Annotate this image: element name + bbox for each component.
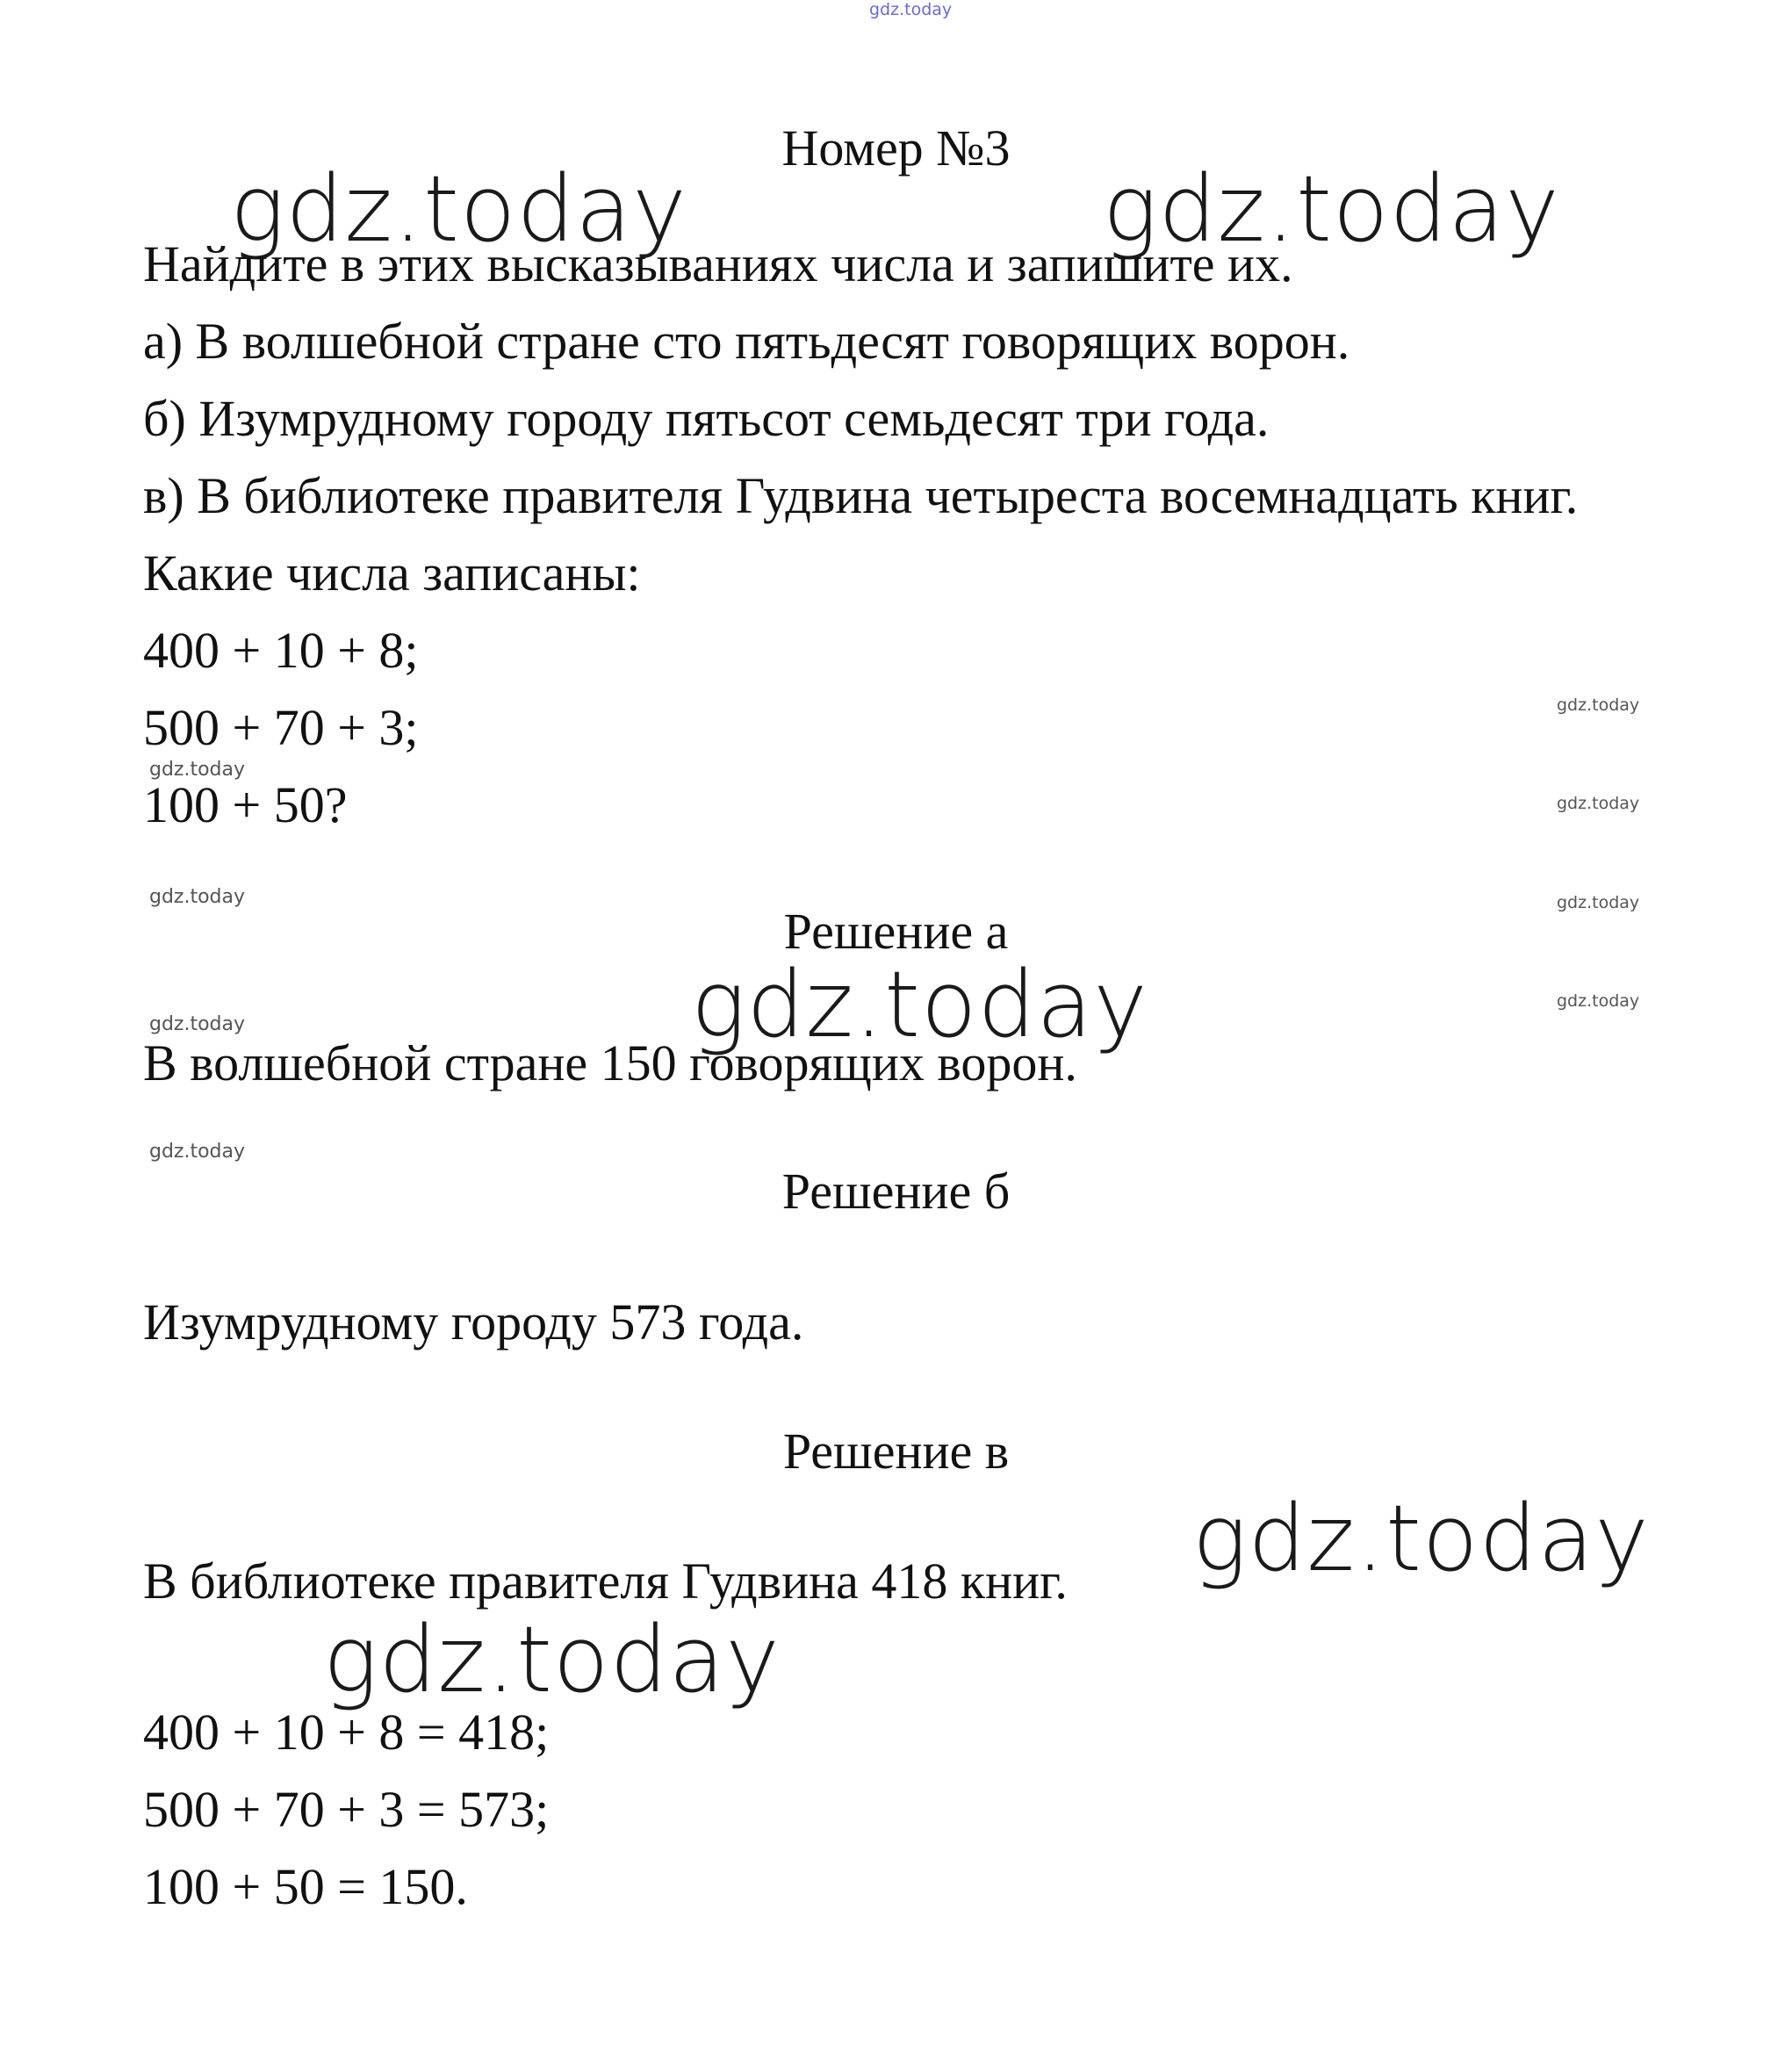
watermark-small: gdz.today	[1557, 695, 1640, 715]
watermark-small: gdz.today	[1557, 794, 1640, 813]
expression-1: 400 + 10 + 8;	[143, 622, 419, 679]
watermark-small: gdz.today	[1557, 893, 1640, 912]
watermark-large: gdz.today	[230, 155, 687, 263]
expression-2: 500 + 70 + 3;	[143, 699, 419, 756]
statement-a: а) В волшебной стране сто пятьдесят говорящих ворон.	[143, 313, 1350, 370]
watermark-small: gdz.today	[149, 886, 246, 908]
question-text: Какие числа записаны:	[143, 544, 641, 601]
answer-1: 400 + 10 + 8 = 418;	[143, 1704, 550, 1761]
solution-c-text: В библиотеке правителя Гудвина 418 книг.	[143, 1552, 1068, 1610]
watermark-large: gdz.today	[1192, 1485, 1650, 1592]
problem-title: Номер №3	[781, 119, 1011, 176]
expression-3: 100 + 50?	[143, 776, 348, 833]
solution-a-heading: Решение а	[783, 903, 1009, 960]
watermark-top: gdz.today	[869, 0, 953, 19]
answer-3: 100 + 50 = 150.	[143, 1858, 468, 1915]
solution-c-heading: Решение в	[782, 1423, 1010, 1480]
watermark-large: gdz.today	[323, 1606, 781, 1713]
answer-2: 500 + 70 + 3 = 573;	[143, 1781, 550, 1838]
solution-b-heading: Решение б	[781, 1163, 1011, 1220]
task-text: Найдите в этих высказываниях числа и запишите их.	[143, 235, 1293, 292]
statement-b: б) Изумрудному городу пятьсот семьдесят три года.	[143, 390, 1270, 447]
watermark-small: gdz.today	[149, 1013, 246, 1035]
watermark-small: gdz.today	[149, 759, 246, 781]
solution-b-text: Изумрудному городу 573 года.	[143, 1293, 804, 1351]
watermark-small: gdz.today	[1557, 991, 1640, 1011]
watermark-small: gdz.today	[149, 1141, 246, 1163]
solution-a-text: В волшебной стране 150 говорящих ворон.	[143, 1034, 1077, 1091]
watermark-large: gdz.today	[691, 951, 1148, 1058]
watermark-large: gdz.today	[1103, 155, 1560, 263]
statement-c: в) В библиотеке правителя Гудвина четыреста восемнадцать книг.	[143, 467, 1579, 524]
